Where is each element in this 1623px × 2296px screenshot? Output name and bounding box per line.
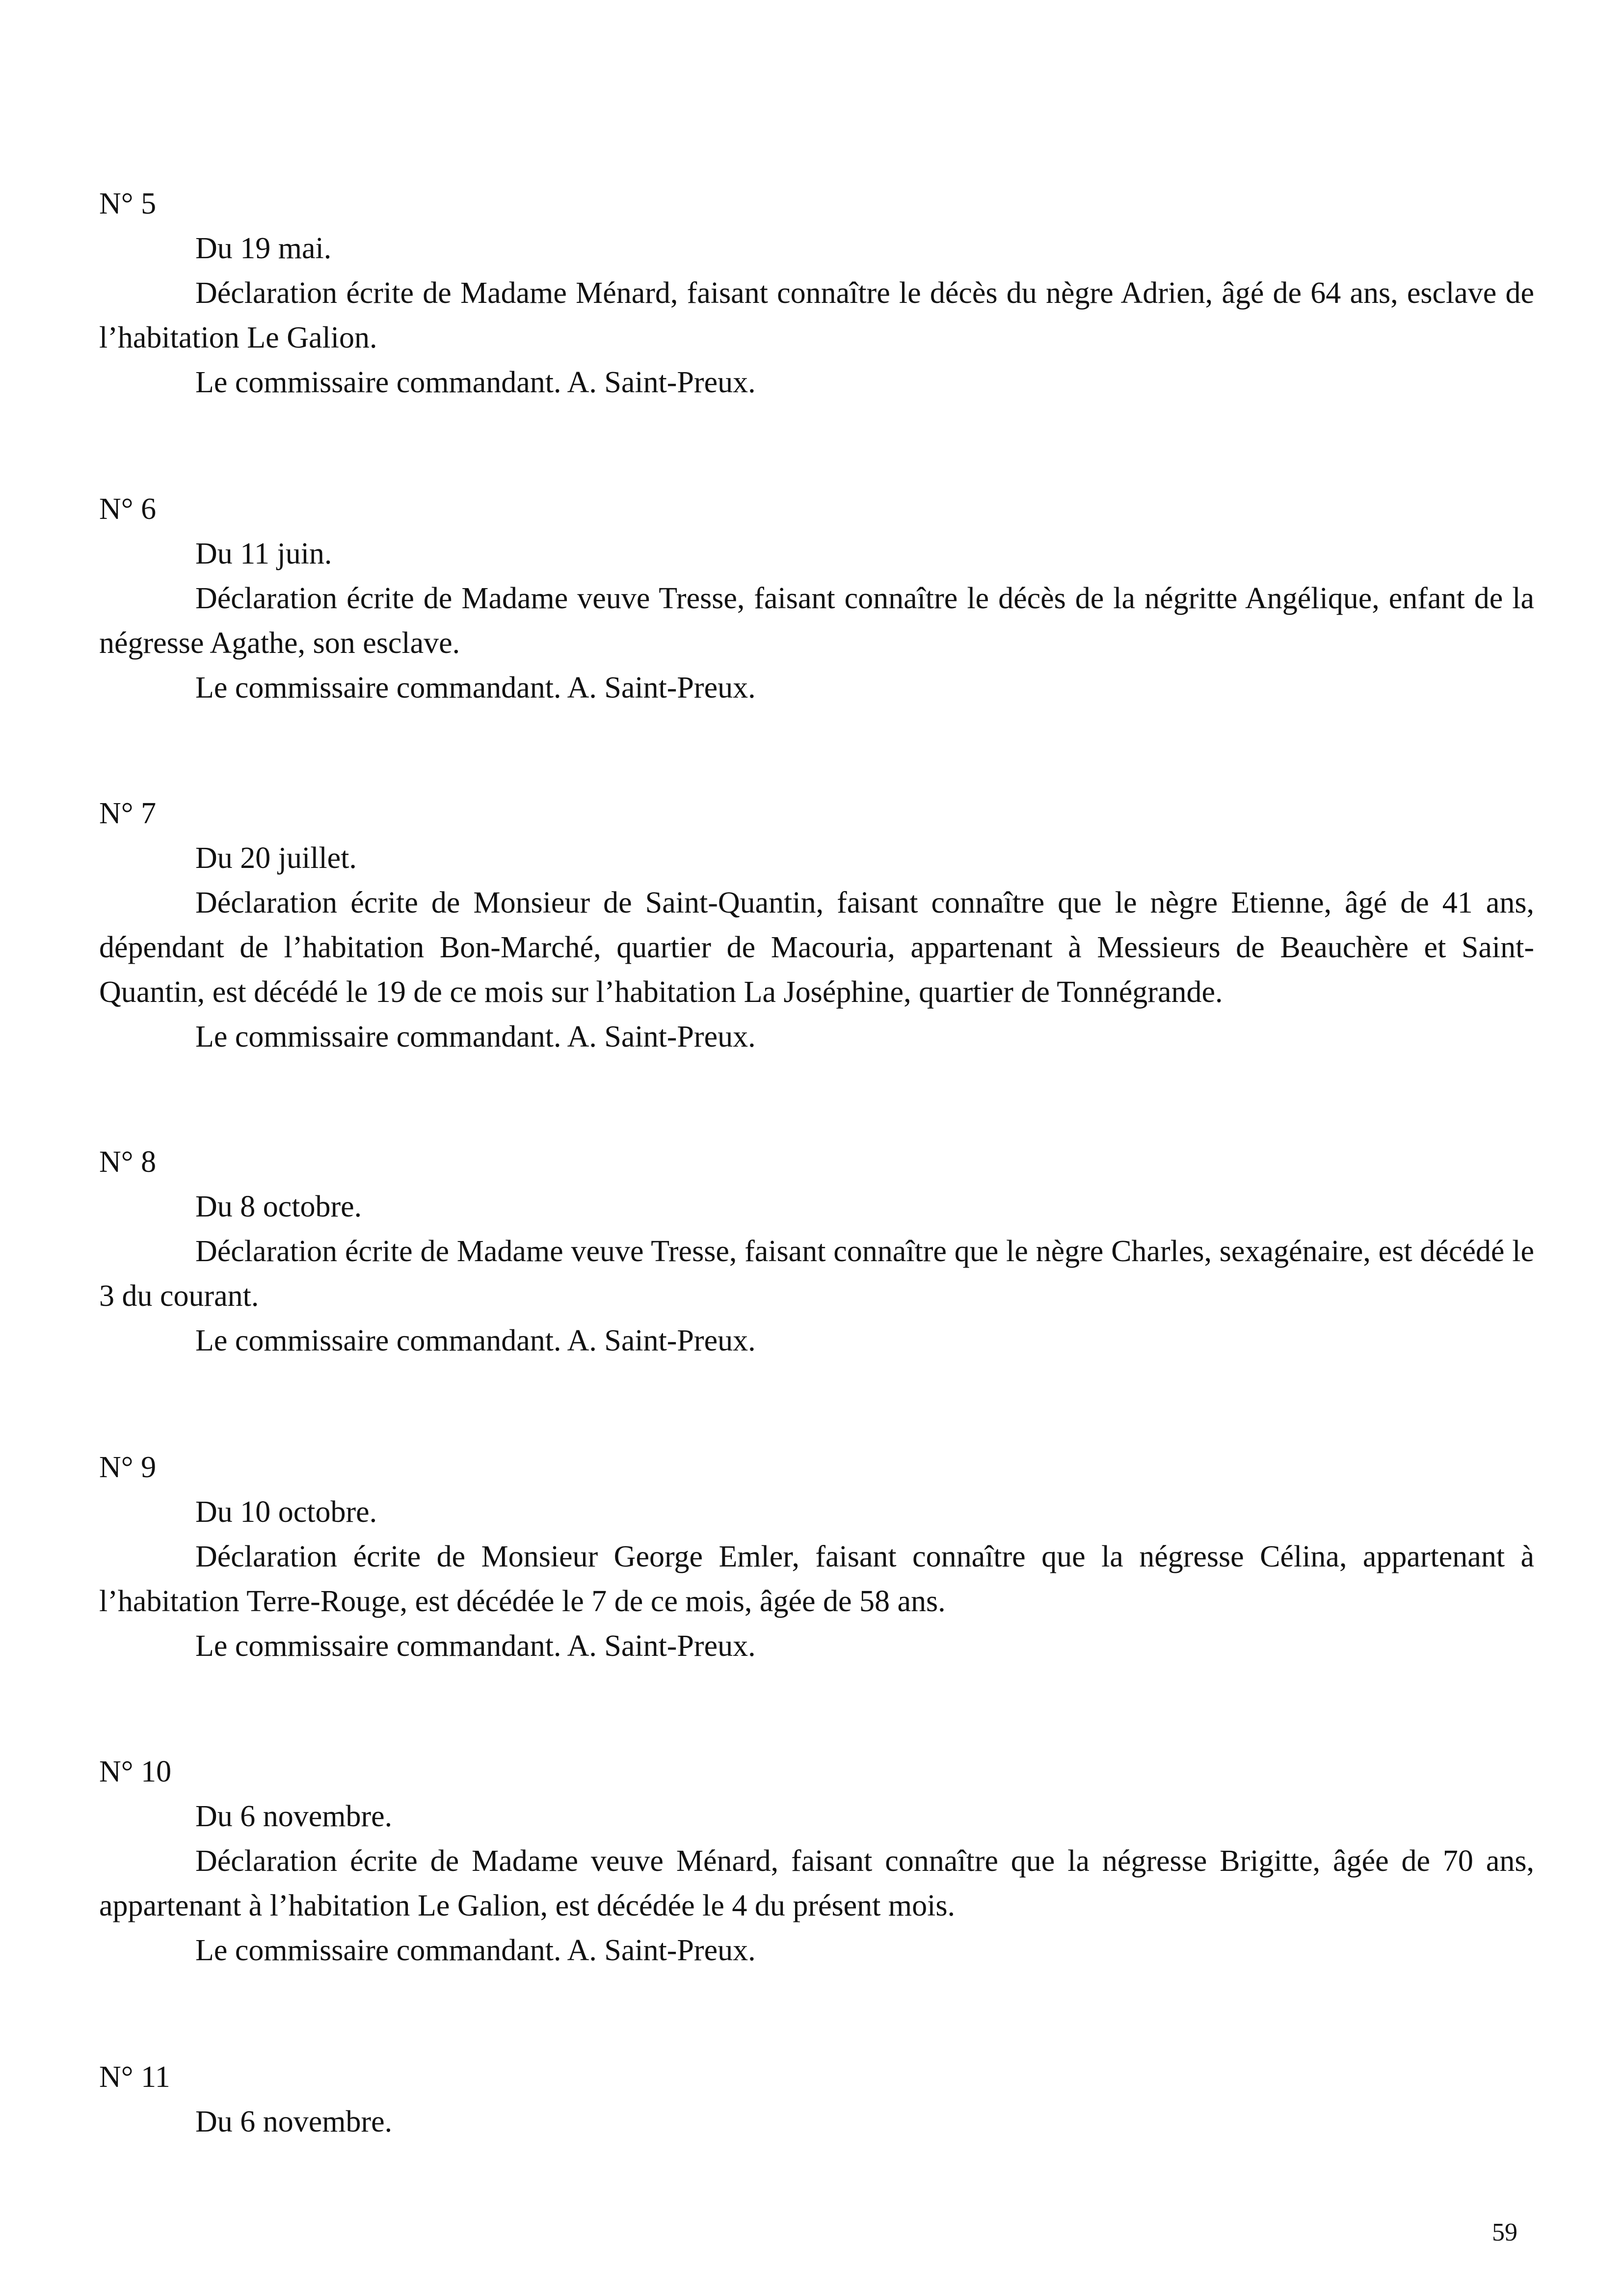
entry-10 <box>99 1750 1534 1973</box>
entry-7 <box>99 791 1534 1059</box>
entry-9 <box>99 1445 1534 1669</box>
entry-date: Du 6 novembre. <box>195 2105 393 2138</box>
entry-text: Déclaration écrite de Madame veuve Tresse, faisant connaître que le nègre Charles, sexagénaire, est décédé le 3 du courant. <box>99 1235 1534 1313</box>
entry-number: N° 9 <box>99 1451 157 1484</box>
entry-date: Du 11 juin. <box>195 537 332 570</box>
entry-date: Du 8 octobre. <box>195 1190 362 1223</box>
entry-number: N° 10 <box>99 1755 172 1788</box>
entry-text: Déclaration écrite de Madame Ménard, faisant connaître le décès du nègre Adrien, âgé de 64 ans, esclave de l’habitation Le Galion. <box>99 276 1534 354</box>
entry-6 <box>99 487 1534 710</box>
entry-number: N° 8 <box>99 1145 157 1179</box>
entry-date: Du 10 octobre. <box>195 1495 377 1529</box>
entry-5 <box>99 182 1534 405</box>
entry-number: N° 11 <box>99 2060 170 2094</box>
entry-signature: Le commissaire commandant. A. Saint-Preux. <box>195 1324 756 1357</box>
page-number: 59 <box>1492 2218 1517 2246</box>
entry-11 <box>99 2055 1534 2144</box>
entry-signature: Le commissaire commandant. A. Saint-Preux. <box>195 671 756 704</box>
entry-signature: Le commissaire commandant. A. Saint-Preux. <box>195 1020 756 1053</box>
entry-signature: Le commissaire commandant. A. Saint-Preux. <box>195 1629 756 1663</box>
entry-text: Déclaration écrite de Monsieur George Emler, faisant connaître que la négresse Célina, appartenant à l’habitation Terre-Rouge, est décédée le 7 de ce mois, âgée de 58 ans. <box>99 1540 1534 1618</box>
entry-signature: Le commissaire commandant. A. Saint-Preux. <box>195 366 756 399</box>
entry-signature: Le commissaire commandant. A. Saint-Preux. <box>195 1934 756 1967</box>
entry-date: Du 19 mai. <box>195 232 332 265</box>
entry-date: Du 20 juillet. <box>195 841 357 875</box>
entry-number: N° 7 <box>99 797 157 830</box>
entry-text: Déclaration écrite de Madame veuve Ménard, faisant connaître que la négresse Brigitte, âgée de 70 ans, appartenant à l’habitation Le Galion, est décédée le 4 du présent mois. <box>99 1844 1534 1922</box>
entry-text: Déclaration écrite de Madame veuve Tresse, faisant connaître le décès de la négritte Angélique, enfant de la négresse Agathe, son esclave. <box>99 582 1534 660</box>
entry-number: N° 6 <box>99 492 157 526</box>
entry-number: N° 5 <box>99 187 157 220</box>
entry-text: Déclaration écrite de Monsieur de Saint-Quantin, faisant connaître que le nègre Etienne, âgé de 41 ans, dépendant de l’habitation Bon-Marché, quartier de Macouria, appartenant à Messieurs de Beauchère et Saint-Quantin, est décédé le 19 de ce mois sur l’habitation La Joséphine, quartier de Tonnégrande. <box>99 886 1534 1009</box>
entry-date: Du 6 novembre. <box>195 1800 393 1833</box>
entry-8 <box>99 1140 1534 1363</box>
